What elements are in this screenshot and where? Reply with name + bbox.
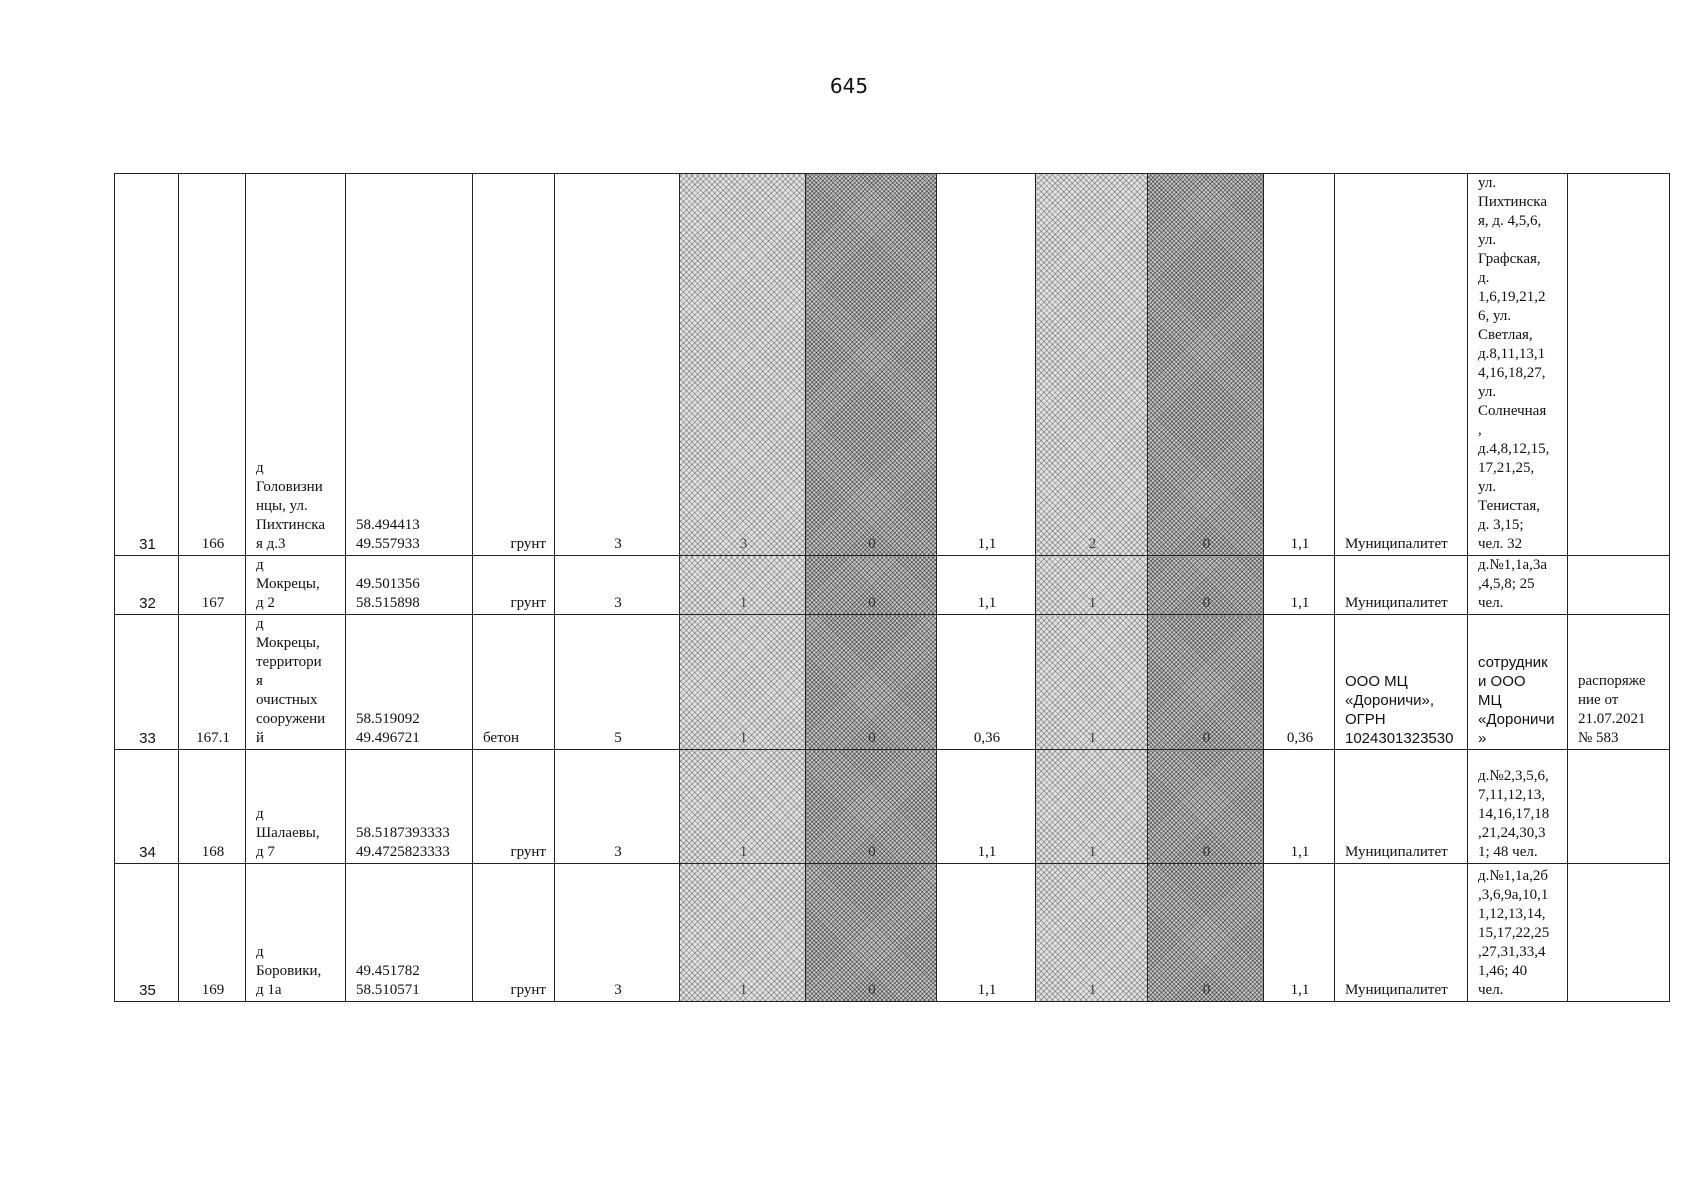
site-owner: Муниципалитет (1335, 750, 1468, 864)
surface-type: бетон (473, 615, 555, 750)
table-row (115, 750, 1670, 864)
site-code: 167.1 (179, 615, 246, 750)
container-volume: 1,1 (937, 864, 1036, 1002)
site-owner: Муниципалитет (1335, 556, 1468, 615)
site-code: 166 (179, 174, 246, 556)
container-volume-actual: 1,1 (1264, 750, 1335, 864)
container-volume-actual: 0,36 (1264, 615, 1335, 750)
surface-type: грунт (473, 174, 555, 556)
site-address: д Шалаевы, д 7 (246, 750, 346, 864)
container-count-actual: 1 (1036, 864, 1148, 1002)
table-row (115, 556, 1670, 615)
site-address: д Мокрецы, д 2 (246, 556, 346, 615)
table-row (115, 864, 1670, 1002)
container-count-extra: 0 (806, 864, 937, 1002)
site-coordinates: 58.519092 49.496721 (346, 615, 473, 750)
table-row (115, 174, 1670, 556)
container-count-actual: 1 (1036, 615, 1148, 750)
site-area: 3 (555, 750, 680, 864)
site-owner: ООО МЦ «Дороничи», ОГРН 1024301323530 (1335, 615, 1468, 750)
container-count-extra: 0 (806, 556, 937, 615)
container-count-extra: 0 (806, 615, 937, 750)
container-count-planned: 1 (680, 556, 806, 615)
site-note: распоряже ние от 21.07.2021 № 583 (1568, 615, 1670, 750)
container-count-planned: 1 (680, 864, 806, 1002)
site-note (1568, 556, 1670, 615)
container-volume: 1,1 (937, 750, 1036, 864)
site-address: д Головизни нцы, ул. Пихтинска я д.3 (246, 174, 346, 556)
container-count-actual: 1 (1036, 556, 1148, 615)
site-coordinates: 49.451782 58.510571 (346, 864, 473, 1002)
site-coordinates: 58.5187393333 49.4725823333 (346, 750, 473, 864)
site-coordinates: 58.494413 49.557933 (346, 174, 473, 556)
container-volume: 1,1 (937, 556, 1036, 615)
container-sites-table (114, 173, 1670, 1002)
served-objects: ул. Пихтинска я, д. 4,5,6, ул. Графская, д. 1,6,19,21,2 6, ул. Светлая, д.8,11,13,1 4,16,18,27, ул. Солнечная , д.4,8,12,15, 17,21,25, ул. Тенистая, д. 3,15; чел. 32 (1468, 174, 1568, 556)
container-count-extra: 0 (806, 750, 937, 864)
site-area: 3 (555, 556, 680, 615)
site-code: 167 (179, 556, 246, 615)
container-count-actual-extra: 0 (1148, 174, 1264, 556)
served-objects: д.№1,1а,3а ,4,5,8; 25 чел. (1468, 556, 1568, 615)
container-volume: 1,1 (937, 174, 1036, 556)
container-count-actual: 1 (1036, 750, 1148, 864)
container-count-actual-extra: 0 (1148, 750, 1264, 864)
container-volume-actual: 1,1 (1264, 174, 1335, 556)
site-area: 3 (555, 174, 680, 556)
container-volume-actual: 1,1 (1264, 864, 1335, 1002)
site-code: 168 (179, 750, 246, 864)
row-number: 35 (115, 864, 179, 1002)
container-volume: 0,36 (937, 615, 1036, 750)
container-count-planned: 1 (680, 615, 806, 750)
site-area: 5 (555, 615, 680, 750)
container-count-actual-extra: 0 (1148, 615, 1264, 750)
served-objects: сотрудник и ООО МЦ «Дороничи » (1468, 615, 1568, 750)
site-owner: Муниципалитет (1335, 174, 1468, 556)
site-coordinates: 49.501356 58.515898 (346, 556, 473, 615)
surface-type: грунт (473, 864, 555, 1002)
container-count-planned: 1 (680, 750, 806, 864)
served-objects: д.№2,3,5,6, 7,11,12,13, 14,16,17,18 ,21,24,30,3 1; 48 чел. (1468, 750, 1568, 864)
container-count-actual-extra: 0 (1148, 864, 1264, 1002)
site-code: 169 (179, 864, 246, 1002)
site-area: 3 (555, 864, 680, 1002)
site-note (1568, 864, 1670, 1002)
container-volume-actual: 1,1 (1264, 556, 1335, 615)
container-count-extra: 0 (806, 174, 937, 556)
table-row (115, 615, 1670, 750)
container-count-actual-extra: 0 (1148, 556, 1264, 615)
page-number: 645 (829, 74, 869, 98)
served-objects: д.№1,1а,2б ,3,6,9а,10,1 1,12,13,14, 15,17,22,25 ,27,31,33,4 1,46; 40 чел. (1468, 864, 1568, 1002)
row-number: 34 (115, 750, 179, 864)
site-note (1568, 174, 1670, 556)
surface-type: грунт (473, 750, 555, 864)
row-number: 32 (115, 556, 179, 615)
surface-type: грунт (473, 556, 555, 615)
site-address: д Боровики, д 1а (246, 864, 346, 1002)
row-number: 33 (115, 615, 179, 750)
site-address: д Мокрецы, территори я очистных сооружени й (246, 615, 346, 750)
site-owner: Муниципалитет (1335, 864, 1468, 1002)
row-number: 31 (115, 174, 179, 556)
container-count-planned: 3 (680, 174, 806, 556)
container-count-actual: 2 (1036, 174, 1148, 556)
site-note (1568, 750, 1670, 864)
